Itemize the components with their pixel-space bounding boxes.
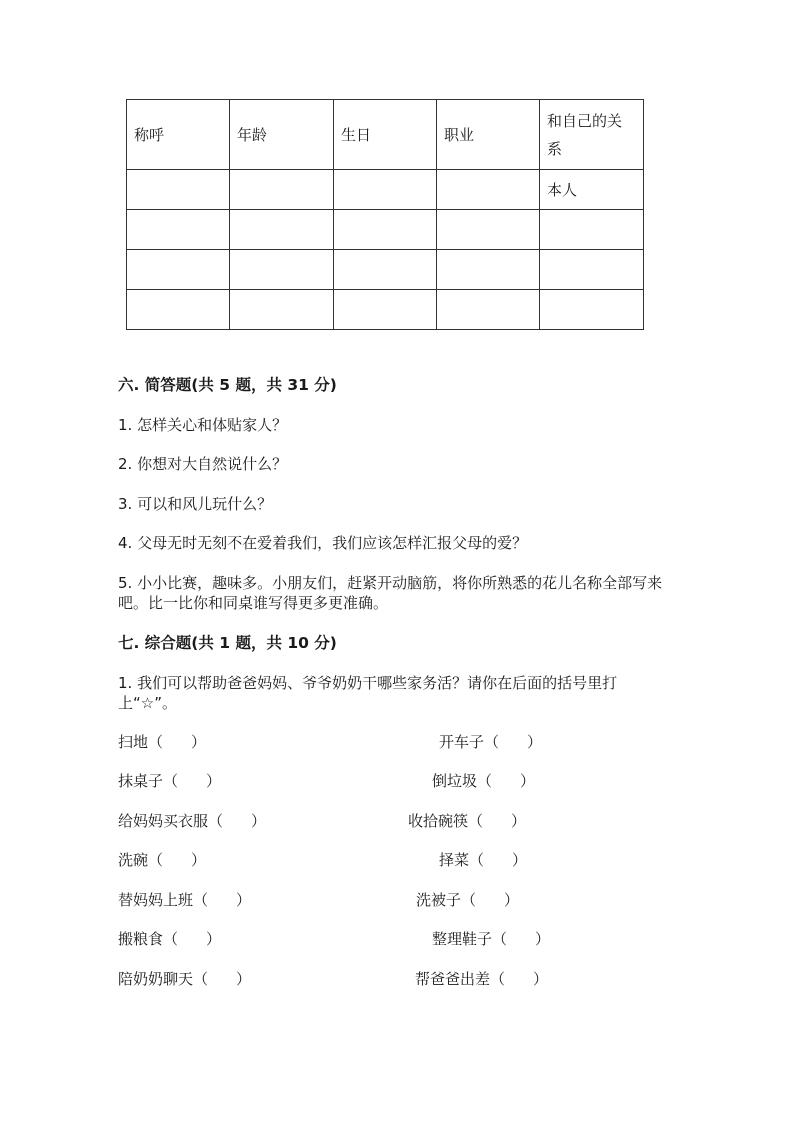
chore-item[interactable]: 择菜（ ） <box>439 851 528 869</box>
chore-item[interactable]: 替妈妈上班（ ） <box>118 891 252 909</box>
table-cell[interactable] <box>334 170 437 210</box>
question-6-5: 5. 小小比赛，趣味多。小朋友们，赶紧开动脑筋，将你所熟悉的花儿名称全部写来吧。比一比你和同桌谁写得更多更准确。 <box>118 574 663 612</box>
table-row <box>127 170 644 210</box>
question-7-1: 1. 我们可以帮助爸爸妈妈、爷爷奶奶干哪些家务活？请你在后面的括号里打上“☆”。 <box>118 674 618 712</box>
table-row <box>127 250 644 290</box>
chore-item[interactable]: 整理鞋子（ ） <box>432 930 551 948</box>
section-7-title: 七. 综合题(共 1 题，共 10 分) <box>118 634 337 652</box>
table-header-row <box>127 100 644 170</box>
chore-item[interactable]: 倒垃圾（ ） <box>432 772 536 790</box>
table-cell[interactable] <box>127 250 230 290</box>
question-6-3: 3. 可以和风儿玩什么？ <box>118 495 273 513</box>
table-cell[interactable] <box>437 210 540 250</box>
question-6-1: 1. 怎样关心和体贴家人？ <box>118 416 288 434</box>
table-header-cell: 生日 <box>334 100 437 170</box>
table-row <box>127 290 644 330</box>
table-cell[interactable] <box>230 210 334 250</box>
table-cell[interactable] <box>334 290 437 330</box>
table-cell[interactable] <box>230 290 334 330</box>
chore-item[interactable]: 抹桌子（ ） <box>118 772 222 790</box>
chore-item[interactable]: 陪奶奶聊天（ ） <box>118 970 252 988</box>
table-cell[interactable] <box>230 250 334 290</box>
chore-item[interactable]: 搬粮食（ ） <box>118 930 222 948</box>
chore-item[interactable]: 洗碗（ ） <box>118 851 207 869</box>
table-header-cell: 称呼 <box>127 100 230 170</box>
table-cell[interactable] <box>127 290 230 330</box>
table-cell[interactable] <box>437 170 540 210</box>
table-cell[interactable] <box>540 250 644 290</box>
section-6-title: 六. 简答题(共 5 题，共 31 分) <box>118 376 337 394</box>
question-6-4: 4. 父母无时无刻不在爱着我们，我们应该怎样汇报父母的爱？ <box>118 534 528 552</box>
table-cell[interactable] <box>540 290 644 330</box>
table-cell[interactable] <box>540 210 644 250</box>
chore-item[interactable]: 扫地（ ） <box>118 733 207 751</box>
table-header-cell: 职业 <box>437 100 540 170</box>
table-cell[interactable] <box>334 250 437 290</box>
table-cell[interactable] <box>127 170 230 210</box>
table-cell[interactable] <box>437 250 540 290</box>
chore-item[interactable]: 开车子（ ） <box>439 733 543 751</box>
table-cell[interactable] <box>127 210 230 250</box>
chore-item[interactable]: 给妈妈买衣服（ ） <box>118 812 267 830</box>
chore-item[interactable]: 帮爸爸出差（ ） <box>415 970 549 988</box>
chore-item[interactable]: 收拾碗筷（ ） <box>408 812 527 830</box>
table-cell: 本人 <box>540 170 644 210</box>
family-table <box>126 99 644 330</box>
table-cell[interactable] <box>230 170 334 210</box>
table-header-cell: 年龄 <box>230 100 334 170</box>
table-row <box>127 210 644 250</box>
chore-item[interactable]: 洗被子（ ） <box>416 891 520 909</box>
table-cell[interactable] <box>437 290 540 330</box>
table-cell[interactable] <box>334 210 437 250</box>
question-6-2: 2. 你想对大自然说什么？ <box>118 455 288 473</box>
table-header-cell: 和自己的关系 <box>540 100 644 170</box>
